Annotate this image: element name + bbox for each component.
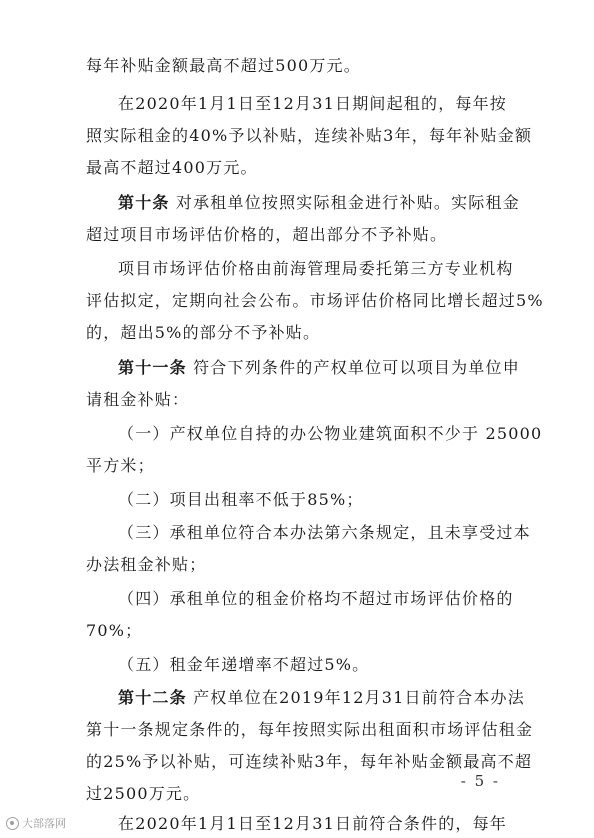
article-label: 第十一条 [118,358,187,377]
watermark-logo-icon [6,817,19,830]
paragraph-line: 的25%予以补贴，可连续补贴3年，每年补贴金额最高不超 [86,752,533,771]
list-item-line: （二）项目出租率不低于85%； [118,490,364,509]
paragraph-line: 在2020年1月1日至12月31日前符合条件的，每年 [118,814,507,833]
article-12-line: 第十二条 产权单位在2019年12月31日前符合本办法 [118,688,525,707]
article-label: 第十条 [118,193,170,212]
paragraph-line: 第十一条规定条件的，每年按照实际出租面积市场评估租金 [86,720,534,739]
paragraph-line: 办法租金补贴； [86,555,207,574]
list-item-line: （四）承租单位的租金价格均不超过市场评估价格的 [118,589,514,608]
list-item-line: （一）产权单位自持的办公物业建筑面积不少于 25000 [118,424,543,443]
watermark [6,815,66,831]
paragraph-line: 每年补贴金额最高不超过500万元。 [86,56,361,75]
list-item-line: （三）承租单位符合本办法第六条规定，且未享受过本 [118,523,531,542]
article-11-line: 第十一条 符合下列条件的产权单位可以项目为单位申 [118,358,520,377]
paragraph-line: 70%； [86,621,143,640]
paragraph-line: 评估拟定，定期向社会公布。市场评估价格同比增长超过5% [86,291,544,310]
paragraph-line: 项目市场评估价格由前海管理局委托第三方专业机构 [118,259,514,278]
article-10-line: 第十条 对承租单位按照实际租金进行补贴。实际租金 [118,193,520,212]
paragraph-line: 超过项目市场评估价格的，超出部分不予补贴。 [86,225,448,244]
paragraph-line: 过2500万元。 [86,784,201,803]
paragraph-line: 请租金补贴： [86,390,190,409]
page-number: - 5 - [460,772,500,790]
paragraph-line: 在2020年1月1日至12月31日期间起租的，每年按 [118,94,507,113]
list-item-line: （五）租金年递增率不超过5%。 [118,655,370,674]
article-label: 第十二条 [118,688,187,707]
paragraph-line: 照实际租金的40%予以补贴，连续补贴3年，每年补贴金额 [86,126,533,145]
paragraph-line: 的，超出5%的部分不予补贴。 [86,323,321,342]
watermark-text: 大部落网 [22,817,66,830]
paragraph-line: 平方米； [86,456,155,475]
paragraph-line: 最高不超过400万元。 [86,158,258,177]
